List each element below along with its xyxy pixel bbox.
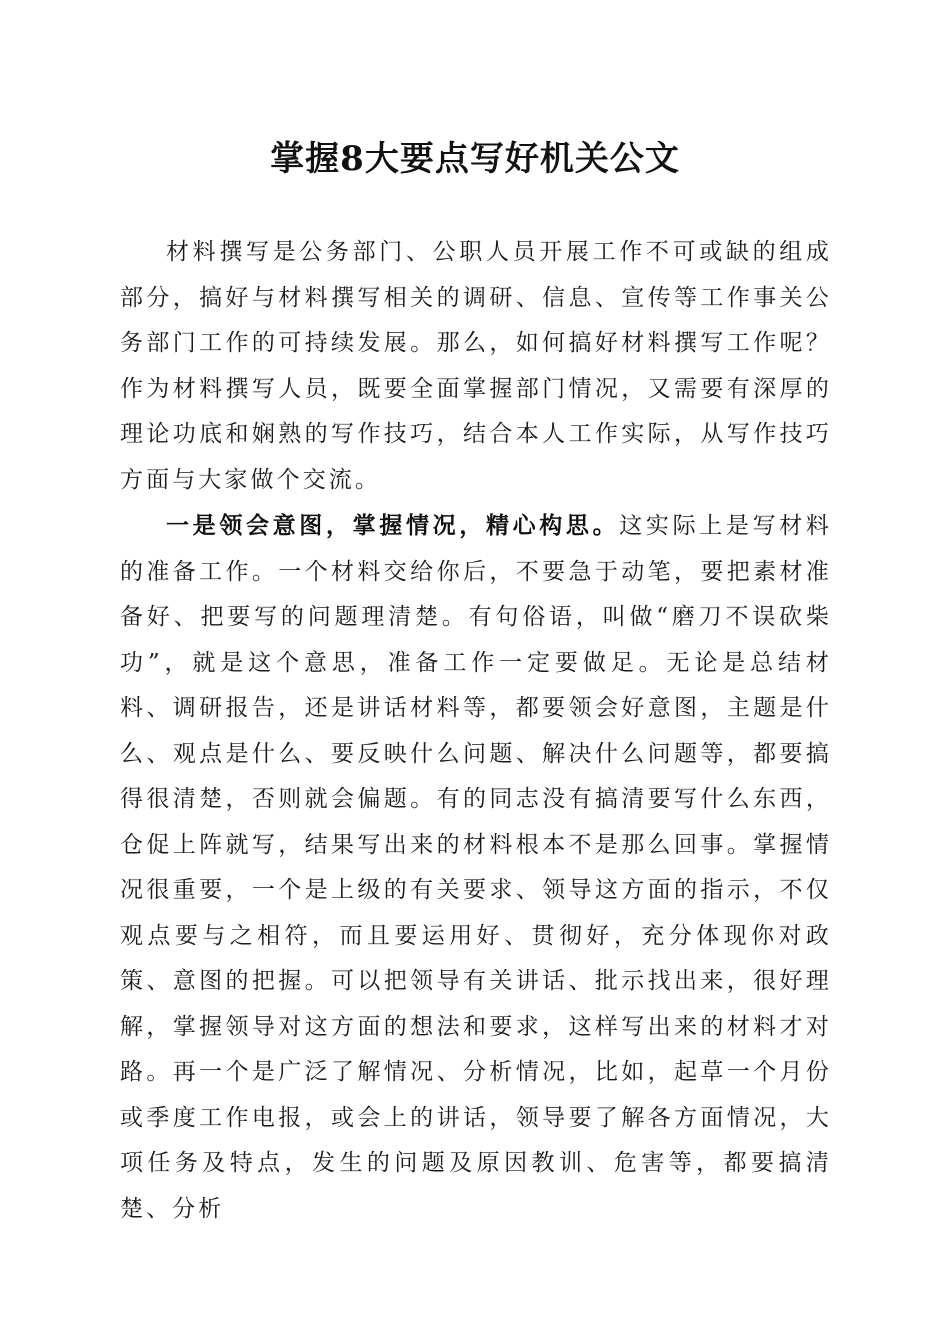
paragraph-point-one-heading: 一是领会意图，掌握情况，精心构思。 <box>166 512 620 539</box>
document-title: 掌握8大要点写好机关公文 <box>270 139 680 179</box>
paragraph-intro-text: 材料撰写是公务部门、公职人员开展工作不可或缺的组成部分，搞好与材料撰写相关的调研、信息、宣传等工作事关公务部门工作的可持续发展。那么，如何搞好材料撰写工作呢？作为材料撰写人员，既要全面掌握部门情况，又需要有深厚的理论功底和娴熟的写作技巧，结合本人工作实际，从写作技巧方面与大家做个交流。 <box>120 239 832 493</box>
paragraph-point-one <box>120 503 832 1232</box>
document-body <box>120 230 832 1232</box>
paragraph-intro <box>120 230 832 503</box>
paragraph-point-one-text: 这实际上是写材料的准备工作。一个材料交给你后，不要急于动笔，要把素材准备好、把要写的问题理清楚。有句俗语，叫做“磨刀不误砍柴功”，就是这个意思，准备工作一定要做足。无论是总结材料、调研报告，还是讲话材料等，都要领会好意图，主题是什么、观点是什么、要反映什么问题、解决什么问题等，都要搞得很清楚，否则就会偏题。有的同志没有搞清要写什么东西，仓促上阵就写，结果写出来的材料根本不是那么回事。掌握情况很重要，一个是上级的有关要求、领导这方面的指示，不仅观点要与之相符，而且要运用好、贯彻好，充分体现你对政策、意图的把握。可以把领导有关讲话、批示找出来，很好理解，掌握领导对这方面的想法和要求，这样写出来的材料才对路。再一个是广泛了解情况、分析情况，比如，起草一个月份或季度工作电报，或会上的讲话，领导要了解各方面情况，大项任务及特点，发生的问题及原因教训、危害等，都要搞清楚、分析 <box>120 513 832 1222</box>
